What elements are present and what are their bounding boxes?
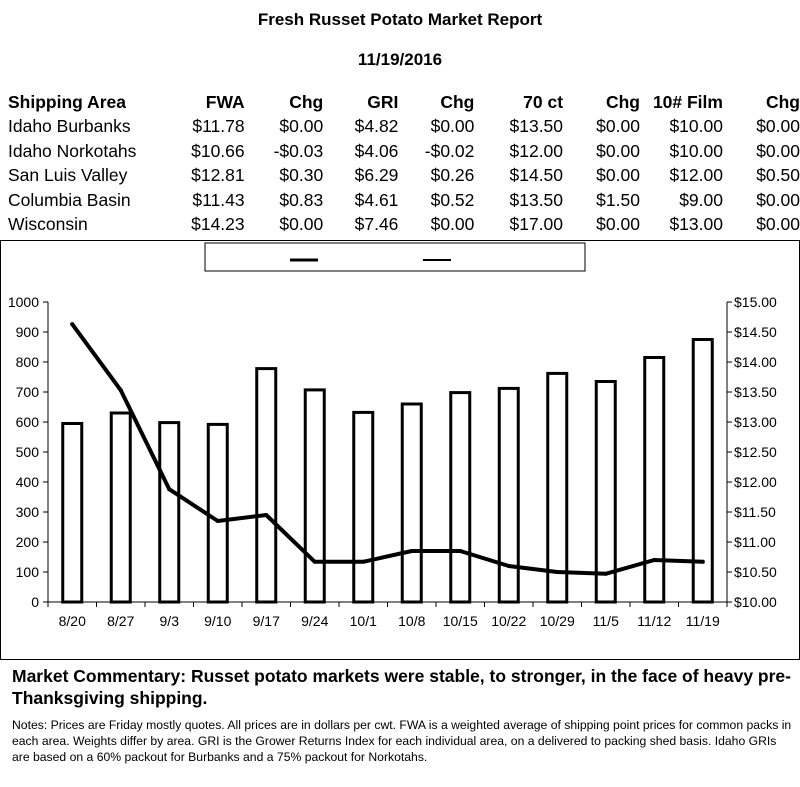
table-cell-value: $14.50 xyxy=(509,165,564,186)
table-cell-area: Columbia Basin xyxy=(8,189,131,210)
table-cell-value: $13.50 xyxy=(509,116,564,137)
right-axis-tick-label: $13.00 xyxy=(734,414,777,430)
report-title: Fresh Russet Potato Market Report xyxy=(257,10,543,29)
table-cell-value: $0.00 xyxy=(756,116,800,137)
table-row xyxy=(8,115,800,140)
right-axis-tick-label: $12.50 xyxy=(734,444,777,460)
table-cell-value: $0.00 xyxy=(430,214,475,235)
bar xyxy=(451,393,470,602)
bar xyxy=(160,423,179,602)
table-cell-value: $0.00 xyxy=(596,140,640,161)
table-cell-value: $0.00 xyxy=(596,116,640,137)
line-point xyxy=(361,560,365,564)
right-axis-tick-label: $11.00 xyxy=(734,534,776,550)
table-row xyxy=(8,139,800,164)
table-cell-value: $0.83 xyxy=(279,189,324,210)
table-row xyxy=(8,213,800,238)
table-cell-value: $0.00 xyxy=(756,189,800,210)
header-70ct-chg: Chg xyxy=(605,91,640,112)
header-fwa: FWA xyxy=(205,91,245,112)
table-cell-value: $12.00 xyxy=(509,140,564,161)
x-axis-tick-label: 10/29 xyxy=(539,613,575,629)
right-axis-tick-label: $14.50 xyxy=(734,324,777,340)
header-gri-chg: Chg xyxy=(440,91,475,112)
legend-box xyxy=(205,243,585,271)
left-axis-tick-label: 100 xyxy=(15,564,39,580)
table-cell-value: $0.00 xyxy=(430,116,475,137)
line-point xyxy=(507,564,511,568)
line-point xyxy=(119,388,123,392)
table-cell-value: $9.00 xyxy=(679,189,723,210)
header-10film: 10# Film xyxy=(652,91,723,112)
right-axis-tick-label: $10.00 xyxy=(734,594,777,610)
table-cell-value: $10.00 xyxy=(669,116,723,137)
x-axis-tick-label: 8/27 xyxy=(107,613,135,629)
line-point xyxy=(410,549,414,553)
table-cell-value: $0.00 xyxy=(756,140,800,161)
bar xyxy=(63,424,82,603)
table-cell-area: Idaho Norkotahs xyxy=(8,140,137,161)
x-axis-tick-label: 10/22 xyxy=(491,613,527,629)
right-axis-tick-label: $13.50 xyxy=(734,384,777,400)
bar xyxy=(499,388,518,602)
table-cell-value: $0.52 xyxy=(430,189,475,210)
bar xyxy=(596,382,615,603)
bar xyxy=(645,358,664,603)
left-axis-tick-label: 400 xyxy=(15,474,39,490)
x-axis-tick-label: 9/24 xyxy=(301,613,329,629)
table-cell-value: -$0.02 xyxy=(424,140,475,161)
line-point xyxy=(70,322,74,326)
table-cell-value: $4.06 xyxy=(354,140,399,161)
right-axis-tick-label: $14.00 xyxy=(734,354,777,370)
table-cell-value: $0.00 xyxy=(756,214,800,235)
x-axis-tick-label: 11/19 xyxy=(685,613,720,629)
header-10film-chg: Chg xyxy=(765,91,800,112)
right-axis-tick-label: $15.00 xyxy=(734,294,777,310)
bar xyxy=(208,424,227,602)
x-axis-tick-label: 10/8 xyxy=(398,613,426,629)
x-axis-tick-label: 9/17 xyxy=(252,613,280,629)
line-point xyxy=(264,513,268,517)
table-cell-value: $12.81 xyxy=(191,165,245,186)
left-axis-tick-label: 900 xyxy=(15,324,39,340)
x-axis-tick-label: 9/10 xyxy=(204,613,232,629)
x-axis-tick-label: 9/3 xyxy=(159,613,179,629)
table-cell-value: $7.46 xyxy=(354,214,399,235)
table-cell-area: Wisconsin xyxy=(8,214,88,235)
table-cell-value: $17.00 xyxy=(509,214,564,235)
right-axis-tick-label: $10.50 xyxy=(734,564,777,580)
header-70ct: 70 ct xyxy=(523,91,564,112)
line-point xyxy=(604,572,608,576)
market-commentary: Market Commentary: Russet potato markets were stable, to stronger, in the face of heavy pre-Thanksgiving shipping. xyxy=(12,666,791,708)
market-table xyxy=(8,90,800,237)
table-cell-area: Idaho Burbanks xyxy=(8,116,131,137)
bar xyxy=(257,369,276,602)
table-header-row xyxy=(8,90,800,115)
table-cell-value: -$0.03 xyxy=(273,140,324,161)
bar xyxy=(548,373,567,602)
table-cell-value: $10.66 xyxy=(191,140,245,161)
x-axis-tick-label: 10/15 xyxy=(442,613,478,629)
table-cell-area: San Luis Valley xyxy=(8,165,128,186)
left-axis-tick-label: 600 xyxy=(15,414,39,430)
line-point xyxy=(216,519,220,523)
left-axis-tick-label: 700 xyxy=(15,384,39,400)
table-cell-value: $11.78 xyxy=(192,116,245,137)
x-axis-tick-label: 11/12 xyxy=(637,613,672,629)
shipments-price-chart xyxy=(0,240,800,660)
report-notes: Notes: Prices are Friday mostly quotes. All prices are in dollars per cwt. FWA is a weighted average of shipping point prices for common packs in each area. Weights differ by area. GRI is the Grower Returns Index for each individual area, on a delivered to packing shed basis. Idaho GRIs are based on a 60% packout for Burbanks and a 75% packout for Norkotahs. xyxy=(12,718,792,764)
table-cell-value: $0.50 xyxy=(756,165,800,186)
report-date: 11/19/2016 xyxy=(357,50,443,69)
bar xyxy=(305,390,324,602)
x-axis-tick-label: 8/20 xyxy=(58,613,86,629)
table-cell-value: $11.43 xyxy=(192,189,245,210)
left-axis-tick-label: 800 xyxy=(15,354,39,370)
left-axis-tick-label: 0 xyxy=(31,594,39,610)
table-cell-value: $0.00 xyxy=(279,214,324,235)
chart-area xyxy=(0,240,800,660)
table-cell-value: $0.00 xyxy=(596,214,640,235)
left-axis-tick-label: 300 xyxy=(15,504,39,520)
table-cell-value: $6.29 xyxy=(354,165,399,186)
table-cell-value: $4.61 xyxy=(354,189,399,210)
bar xyxy=(402,404,421,602)
right-axis-tick-label: $11.50 xyxy=(734,504,776,520)
header-gri: GRI xyxy=(367,91,399,112)
table-cell-value: $10.00 xyxy=(669,140,723,161)
x-axis-tick-label: 11/5 xyxy=(592,613,619,629)
table-cell-value: $0.30 xyxy=(279,165,324,186)
table-cell-value: $1.50 xyxy=(596,189,640,210)
left-axis-tick-label: 500 xyxy=(15,444,39,460)
table-row xyxy=(8,188,800,213)
table-cell-value: $13.50 xyxy=(509,189,564,210)
table-cell-value: $14.23 xyxy=(191,214,245,235)
line-point xyxy=(313,560,317,564)
table-row xyxy=(8,164,800,189)
left-axis-tick-label: 200 xyxy=(15,534,39,550)
line-point xyxy=(167,487,171,491)
line-point xyxy=(701,560,705,564)
table-cell-value: $0.26 xyxy=(430,165,475,186)
line-point xyxy=(458,549,462,553)
table-cell-value: $13.00 xyxy=(669,214,723,235)
table-cell-value: $12.00 xyxy=(669,165,723,186)
bar xyxy=(354,412,373,602)
right-axis-tick-label: $12.00 xyxy=(734,474,777,490)
bar xyxy=(111,413,130,602)
table-cell-value: $0.00 xyxy=(279,116,324,137)
table-cell-value: $4.82 xyxy=(354,116,399,137)
header-fwa-chg: Chg xyxy=(289,91,324,112)
table-cell-value: $0.00 xyxy=(596,165,640,186)
header-shipping-area: Shipping Area xyxy=(8,91,126,112)
line-point xyxy=(555,570,559,574)
line-point xyxy=(652,558,656,562)
x-axis-tick-label: 10/1 xyxy=(349,613,377,629)
left-axis-tick-label: 1000 xyxy=(7,294,39,310)
